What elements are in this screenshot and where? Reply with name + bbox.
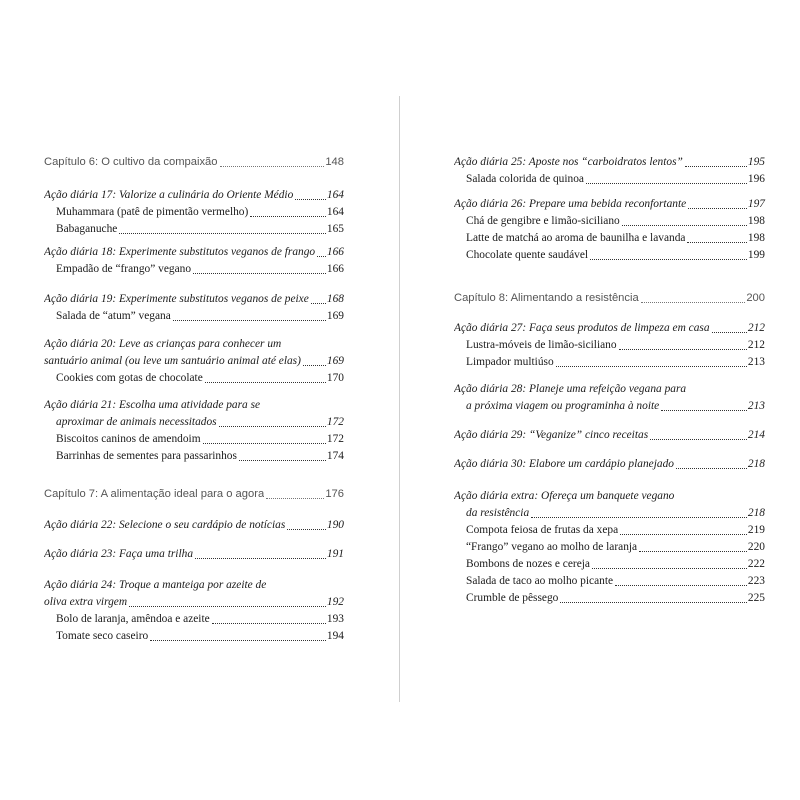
dot-leader bbox=[687, 242, 746, 243]
toc-group bbox=[44, 291, 344, 325]
toc-page-number: 194 bbox=[326, 630, 344, 642]
toc-page-number: 172 bbox=[326, 416, 344, 428]
toc-entry-title: Crumble de pêssego bbox=[466, 592, 559, 604]
dot-leader bbox=[212, 623, 326, 624]
toc-page-number: 195 bbox=[747, 156, 765, 168]
toc-recipe-entry[interactable] bbox=[454, 171, 765, 188]
toc-entry-title: Bombons de nozes e cereja bbox=[466, 558, 590, 570]
dot-leader bbox=[615, 585, 747, 586]
toc-recipe-entry[interactable] bbox=[454, 247, 765, 264]
toc-action-entry[interactable] bbox=[454, 398, 765, 415]
toc-group bbox=[44, 244, 344, 278]
toc-entry-title: Bolo de laranja, amêndoa e azeite bbox=[56, 613, 210, 625]
toc-entry-title: Salada de taco ao molho picante bbox=[466, 575, 614, 587]
toc-page-number: 148 bbox=[325, 156, 344, 168]
toc-action-entry[interactable] bbox=[454, 427, 765, 444]
toc-recipe-entry[interactable] bbox=[44, 611, 344, 628]
dot-leader bbox=[639, 551, 747, 552]
toc-page-number: 169 bbox=[326, 310, 344, 322]
toc-page-number: 218 bbox=[747, 458, 765, 470]
toc-action-entry[interactable] bbox=[454, 196, 765, 213]
toc-action-entry[interactable] bbox=[44, 187, 344, 204]
toc-action-entry[interactable] bbox=[44, 594, 344, 611]
dot-leader bbox=[556, 366, 747, 367]
dot-leader bbox=[250, 216, 326, 217]
toc-page-number: 225 bbox=[747, 592, 765, 604]
toc-page-number: 176 bbox=[325, 488, 344, 500]
toc-page-number: 165 bbox=[326, 223, 344, 235]
toc-action-entry[interactable] bbox=[44, 353, 344, 370]
toc-action-entry[interactable] bbox=[454, 381, 765, 398]
toc-entry-title: Tomate seco caseiro bbox=[56, 630, 149, 642]
toc-entry-title: da resistência bbox=[466, 507, 530, 519]
toc-group bbox=[454, 381, 765, 415]
toc-page-number: 197 bbox=[747, 198, 765, 210]
dot-leader bbox=[622, 225, 747, 226]
dot-leader bbox=[317, 256, 326, 257]
toc-page-number: 212 bbox=[747, 322, 765, 334]
toc-page-number: 172 bbox=[326, 433, 344, 445]
dot-leader bbox=[620, 534, 747, 535]
toc-action-entry[interactable] bbox=[454, 488, 765, 505]
toc-page-number: 164 bbox=[326, 206, 344, 218]
toc-entry-title: Ação diária 30: Elabore um cardápio planejado bbox=[454, 458, 674, 470]
toc-action-entry[interactable] bbox=[44, 336, 344, 353]
toc-group bbox=[454, 154, 765, 188]
toc-action-entry[interactable] bbox=[44, 397, 344, 414]
toc-recipe-entry[interactable] bbox=[44, 221, 344, 238]
toc-entry-title: santuário animal (ou leve um santuário animal até elas) bbox=[44, 355, 301, 367]
toc-recipe-entry[interactable] bbox=[44, 204, 344, 221]
toc-group bbox=[44, 397, 344, 465]
dot-leader bbox=[619, 349, 747, 350]
dot-leader bbox=[676, 468, 747, 469]
toc-page-number: 192 bbox=[326, 596, 344, 608]
toc-action-entry[interactable] bbox=[44, 577, 344, 594]
toc-action-entry[interactable] bbox=[454, 505, 765, 522]
toc-entry-title: Ação diária 20: Leve as crianças para conhecer um bbox=[44, 338, 282, 350]
toc-page-number: 222 bbox=[747, 558, 765, 570]
toc-entry-title: “Frango” vegano ao molho de laranja bbox=[466, 541, 638, 553]
toc-entry-title: Compota feiosa de frutas da xepa bbox=[466, 524, 619, 536]
toc-page-number: 164 bbox=[326, 189, 344, 201]
dot-leader bbox=[119, 233, 326, 234]
dot-leader bbox=[129, 606, 326, 607]
toc-page-number: 198 bbox=[747, 215, 765, 227]
toc-entry-title: Barrinhas de sementes para passarinhos bbox=[56, 450, 237, 462]
toc-entry-title: Ação diária 17: Valorize a culinária do Oriente Médio bbox=[44, 189, 294, 201]
toc-action-entry[interactable] bbox=[44, 517, 344, 534]
dot-leader bbox=[203, 443, 326, 444]
dot-leader bbox=[173, 320, 326, 321]
toc-group bbox=[44, 336, 344, 387]
toc-entry-title: Ação diária 24: Troque a manteiga por azeite de bbox=[44, 579, 267, 591]
toc-recipe-entry[interactable] bbox=[44, 308, 344, 325]
toc-action-entry[interactable] bbox=[454, 154, 765, 171]
dot-leader bbox=[590, 259, 747, 260]
toc-entry-title: Ação diária extra: Ofereça um banquete vegano bbox=[454, 490, 675, 502]
toc-recipe-entry[interactable] bbox=[454, 213, 765, 230]
toc-recipe-entry[interactable] bbox=[454, 522, 765, 539]
toc-page-number: 220 bbox=[747, 541, 765, 553]
toc-page-number: 214 bbox=[747, 429, 765, 441]
toc-action-entry[interactable] bbox=[44, 546, 344, 563]
dot-leader bbox=[531, 517, 747, 518]
toc-recipe-entry[interactable] bbox=[44, 628, 344, 645]
toc-page-number: 196 bbox=[747, 173, 765, 185]
toc-entry-title: Babaganuche bbox=[56, 223, 118, 235]
toc-group bbox=[454, 488, 765, 607]
toc-group bbox=[454, 320, 765, 371]
toc-entry-title: Empadão de “frango” vegano bbox=[56, 263, 192, 275]
toc-page-number: 219 bbox=[747, 524, 765, 536]
toc-recipe-entry[interactable] bbox=[44, 431, 344, 448]
dot-leader bbox=[195, 558, 326, 559]
toc-recipe-entry[interactable] bbox=[454, 337, 765, 354]
dot-leader bbox=[220, 166, 325, 167]
toc-entry-title: Chá de gengibre e limão-siciliano bbox=[466, 215, 620, 227]
toc-action-entry[interactable] bbox=[454, 320, 765, 337]
dot-leader bbox=[287, 529, 326, 530]
toc-recipe-entry[interactable] bbox=[454, 230, 765, 247]
toc-entry-title: Chocolate quente saudável bbox=[466, 249, 589, 261]
toc-page-number: 200 bbox=[746, 292, 765, 304]
toc-recipe-entry[interactable] bbox=[44, 448, 344, 465]
toc-page-number: 212 bbox=[747, 339, 765, 351]
dot-leader bbox=[712, 332, 747, 333]
toc-entry-title: Salada de “atum” vegana bbox=[56, 310, 171, 322]
toc-group bbox=[454, 290, 765, 307]
toc-recipe-entry[interactable] bbox=[44, 370, 344, 387]
dot-leader bbox=[193, 273, 326, 274]
toc-entry-title: Muhammara (patê de pimentão vermelho) bbox=[56, 206, 249, 218]
toc-chapter-entry[interactable] bbox=[454, 290, 765, 307]
toc-page-number: 198 bbox=[747, 232, 765, 244]
toc-page-number: 213 bbox=[747, 400, 765, 412]
toc-entry-title: Ação diária 29: “Veganize” cinco receitas bbox=[454, 429, 649, 441]
dot-leader bbox=[311, 303, 326, 304]
dot-leader bbox=[661, 410, 747, 411]
dot-leader bbox=[205, 382, 326, 383]
toc-entry-title: Capítulo 7: A alimentação ideal para o agora bbox=[44, 488, 265, 500]
dot-leader bbox=[150, 640, 326, 641]
toc-page-number: 191 bbox=[326, 548, 344, 560]
dot-leader bbox=[592, 568, 747, 569]
toc-recipe-entry[interactable] bbox=[454, 354, 765, 371]
book-gutter-divider bbox=[399, 96, 400, 702]
toc-chapter-entry[interactable] bbox=[44, 154, 344, 171]
toc-recipe-entry[interactable] bbox=[454, 539, 765, 556]
dot-leader bbox=[295, 199, 326, 200]
dot-leader bbox=[688, 208, 747, 209]
toc-group bbox=[44, 486, 344, 503]
toc-page-number: 170 bbox=[326, 372, 344, 384]
toc-entry-title: Capítulo 6: O cultivo da compaixão bbox=[44, 156, 218, 168]
toc-entry-title: Ação diária 27: Faça seus produtos de limpeza em casa bbox=[454, 322, 710, 334]
toc-entry-title: Biscoitos caninos de amendoim bbox=[56, 433, 201, 445]
toc-chapter-entry[interactable] bbox=[44, 486, 344, 503]
toc-action-entry[interactable] bbox=[454, 456, 765, 473]
toc-entry-title: Cookies com gotas de chocolate bbox=[56, 372, 203, 384]
toc-entry-title: Ação diária 28: Planeje uma refeição vegana para bbox=[454, 383, 687, 395]
toc-page-number: 166 bbox=[326, 263, 344, 275]
toc-entry-title: Ação diária 19: Experimente substitutos veganos de peixe bbox=[44, 293, 309, 305]
dot-leader bbox=[586, 183, 747, 184]
dot-leader bbox=[641, 302, 746, 303]
toc-action-entry[interactable] bbox=[44, 414, 344, 431]
toc-entry-title: Lustra-móveis de limão-siciliano bbox=[466, 339, 617, 351]
dot-leader bbox=[650, 439, 747, 440]
toc-recipe-entry[interactable] bbox=[44, 261, 344, 278]
toc-recipe-entry[interactable] bbox=[454, 573, 765, 590]
toc-page-number: 174 bbox=[326, 450, 344, 462]
toc-group bbox=[44, 577, 344, 645]
toc-entry-title: Ação diária 26: Prepare uma bebida reconfortante bbox=[454, 198, 687, 210]
toc-entry-title: Ação diária 21: Escolha uma atividade para se bbox=[44, 399, 261, 411]
toc-page-number: 199 bbox=[747, 249, 765, 261]
toc-entry-title: Ação diária 22: Selecione o seu cardápio de notícias bbox=[44, 519, 286, 531]
toc-entry-title: Capítulo 8: Alimentando a resistência bbox=[454, 292, 639, 304]
toc-page-number: 193 bbox=[326, 613, 344, 625]
toc-page-number: 168 bbox=[326, 293, 344, 305]
dot-leader bbox=[266, 498, 324, 499]
toc-recipe-entry[interactable] bbox=[454, 590, 765, 607]
toc-page-number: 218 bbox=[747, 507, 765, 519]
toc-group bbox=[454, 196, 765, 264]
toc-group bbox=[44, 154, 344, 171]
toc-entry-title: a próxima viagem ou programinha à noite bbox=[466, 400, 660, 412]
toc-group bbox=[44, 187, 344, 238]
toc-page-number: 166 bbox=[326, 246, 344, 258]
toc-entry-title: Salada colorida de quinoa bbox=[466, 173, 584, 185]
toc-action-entry[interactable] bbox=[44, 291, 344, 308]
dot-leader bbox=[560, 602, 747, 603]
toc-group bbox=[44, 546, 344, 563]
dot-leader bbox=[219, 426, 326, 427]
toc-group bbox=[454, 456, 765, 473]
dot-leader bbox=[239, 460, 326, 461]
toc-entry-title: Ação diária 18: Experimente substitutos veganos de frango bbox=[44, 246, 316, 258]
toc-action-entry[interactable] bbox=[44, 244, 344, 261]
toc-entry-title: Limpador multiúso bbox=[466, 356, 554, 368]
dot-leader bbox=[685, 166, 747, 167]
toc-entry-title: oliva extra virgem bbox=[44, 596, 128, 608]
toc-recipe-entry[interactable] bbox=[454, 556, 765, 573]
toc-group bbox=[454, 427, 765, 444]
toc-page-number: 223 bbox=[747, 575, 765, 587]
toc-entry-title: aproximar de animais necessitados bbox=[56, 416, 217, 428]
toc-page-number: 169 bbox=[326, 355, 344, 367]
toc-page-number: 213 bbox=[747, 356, 765, 368]
toc-page-number: 190 bbox=[326, 519, 344, 531]
toc-group bbox=[44, 517, 344, 534]
toc-entry-title: Ação diária 23: Faça uma trilha bbox=[44, 548, 194, 560]
toc-entry-title: Ação diária 25: Aposte nos “carboidratos lentos” bbox=[454, 156, 683, 168]
toc-entry-title: Latte de matchá ao aroma de baunilha e lavanda bbox=[466, 232, 686, 244]
dot-leader bbox=[303, 365, 326, 366]
